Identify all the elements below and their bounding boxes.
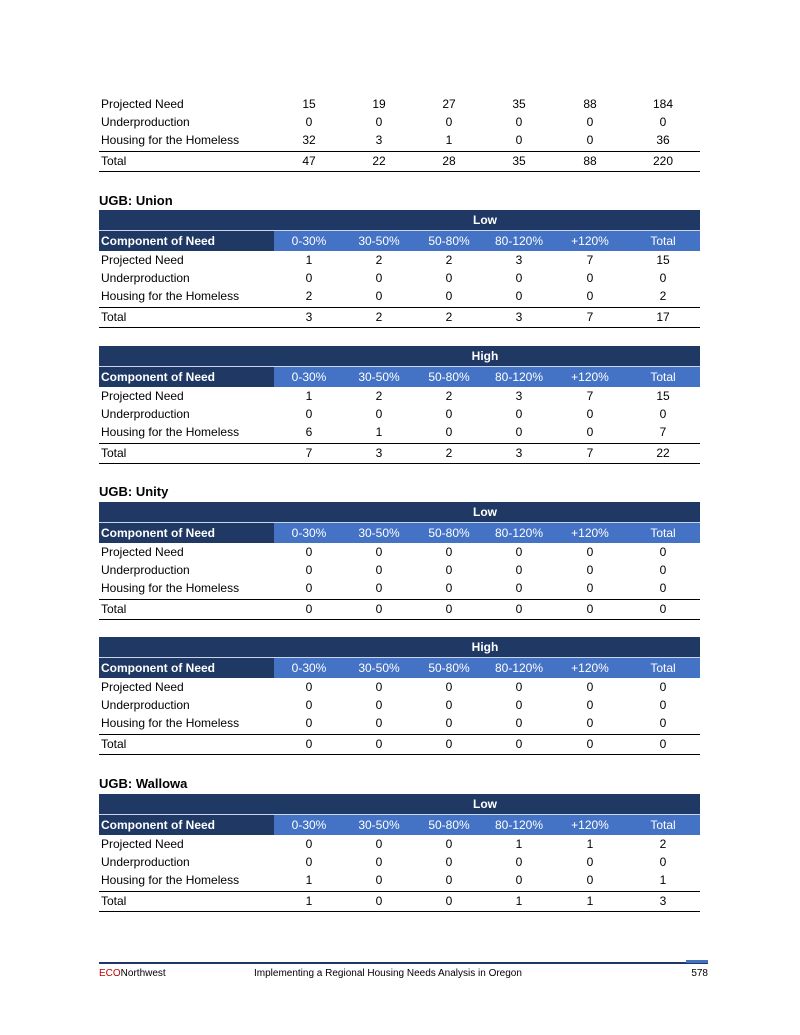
row-label: Underproduction [101,855,190,869]
cell: 3 [515,446,523,460]
cell: 2 [659,837,667,851]
cell: 0 [659,602,667,616]
cell: 7 [586,253,594,267]
cell: 0 [586,716,594,730]
cell: 0 [515,425,523,439]
cell: 0 [375,855,383,869]
cell: 35 [512,154,526,168]
cell: 15 [656,389,670,403]
cell: 7 [586,446,594,460]
cell: 0 [375,837,383,851]
table-row [99,423,700,441]
continuation-table [99,95,700,172]
cell: 0 [375,602,383,616]
cell: 184 [652,97,674,111]
cell: 0 [515,563,523,577]
cell: 1 [305,873,313,887]
table-row [99,405,700,423]
cell: 1 [515,837,523,851]
row-label: Total [101,154,127,168]
row-label: Projected Need [101,253,184,267]
cell: 7 [659,425,667,439]
cell: 0 [586,545,594,559]
total-row [99,443,700,464]
cell: 0 [375,581,383,595]
scenario-label: High [471,640,499,654]
column-header: Component of Need [99,367,274,387]
cell: 0 [445,894,453,908]
cell: 0 [586,407,594,421]
cell: 0 [305,271,313,285]
column-header: 30-50% [358,661,400,675]
cell: 15 [302,97,316,111]
section-title-wallowa: UGB: Wallowa [99,776,188,791]
cell: 0 [586,873,594,887]
table-row [99,579,700,597]
cell: 0 [375,680,383,694]
cell: 0 [305,602,313,616]
cell: 36 [656,133,670,147]
table-row [99,561,700,579]
scenario-band [99,637,700,657]
table-row [99,696,700,714]
column-header: Total [650,526,676,540]
row-label: Underproduction [101,698,190,712]
cell: 0 [375,894,383,908]
column-header: 0-30% [291,370,327,384]
cell: 2 [445,310,453,324]
cell: 0 [659,737,667,751]
row-label: Underproduction [101,563,190,577]
cell: 7 [586,310,594,324]
cell: 0 [515,873,523,887]
cell: 2 [659,289,667,303]
row-label: Housing for the Homeless [101,425,240,439]
cell: 0 [375,289,383,303]
cell: 35 [512,97,526,111]
row-label: Housing for the Homeless [101,716,240,730]
cell: 0 [445,680,453,694]
cell: 0 [305,737,313,751]
unity-low-table [99,502,700,620]
cell: 3 [305,310,313,324]
footer-accent [686,960,708,963]
cell: 0 [586,698,594,712]
column-header: 30-50% [358,526,400,540]
column-header: Component of Need [99,815,274,835]
cell: 0 [586,271,594,285]
table-row [99,853,700,871]
footer-document-title: Implementing a Regional Housing Needs Analysis in Oregon [254,968,522,979]
cell: 0 [375,737,383,751]
page-number: 578 [691,968,708,979]
wallowa-low-table [99,794,700,912]
cell: 3 [515,389,523,403]
row-label: Underproduction [101,407,190,421]
cell: 3 [515,310,523,324]
cell: 19 [372,97,386,111]
column-header: Total [650,818,676,832]
column-header: 50-80% [428,818,470,832]
table-row [99,387,700,405]
column-header: +120% [571,661,609,675]
cell: 2 [445,446,453,460]
cell: 0 [659,581,667,595]
cell: 0 [515,855,523,869]
column-header: 30-50% [358,234,400,248]
cell: 0 [659,716,667,730]
cell: 0 [445,602,453,616]
row-label: Projected Need [101,545,184,559]
cell: 1 [586,894,594,908]
cell: 0 [659,115,667,129]
cell: 0 [375,115,383,129]
table-row [99,287,700,305]
cell: 0 [375,563,383,577]
section-title-unity: UGB: Unity [99,484,169,499]
column-header: 30-50% [358,818,400,832]
cell: 0 [515,133,523,147]
cell: 1 [586,837,594,851]
cell: 0 [305,837,313,851]
column-header: 50-80% [428,234,470,248]
cell: 2 [305,289,313,303]
cell: 0 [586,133,594,147]
unity-high-table [99,637,700,755]
row-label: Total [101,737,127,751]
cell: 1 [375,425,383,439]
column-header: 80-120% [494,818,544,832]
column-header: Total [650,661,676,675]
cell: 0 [305,407,313,421]
cell: 0 [445,698,453,712]
cell: 0 [586,289,594,303]
column-header: Component of Need [99,231,274,251]
cell: 1 [305,894,313,908]
section-title-union: UGB: Union [99,193,173,208]
row-label: Total [101,310,127,324]
row-label: Underproduction [101,271,190,285]
column-header: Component of Need [99,523,274,543]
cell: 88 [583,154,597,168]
cell: 0 [515,737,523,751]
table-row [99,131,700,149]
cell: 0 [445,716,453,730]
table-row [99,835,700,853]
cell: 220 [652,154,674,168]
cell: 0 [375,716,383,730]
cell: 1 [515,894,523,908]
table-row [99,714,700,732]
cell: 7 [586,389,594,403]
column-header: 80-120% [494,661,544,675]
table-row [99,269,700,287]
cell: 0 [515,680,523,694]
cell: 0 [515,716,523,730]
cell: 88 [583,97,597,111]
cell: 0 [375,873,383,887]
column-header-row [99,366,700,387]
row-label: Housing for the Homeless [101,133,240,147]
column-header-row [99,657,700,678]
cell: 0 [305,698,313,712]
page-footer [99,962,708,979]
column-header: +120% [571,370,609,384]
row-label: Projected Need [101,389,184,403]
column-header: 50-80% [428,370,470,384]
row-label: Housing for the Homeless [101,289,240,303]
cell: 2 [375,253,383,267]
cell: 0 [515,602,523,616]
column-header: 80-120% [494,370,544,384]
cell: 0 [305,115,313,129]
cell: 0 [445,855,453,869]
scenario-band [99,210,700,230]
row-label: Housing for the Homeless [101,873,240,887]
column-header: 50-80% [428,661,470,675]
table-row [99,95,700,113]
cell: 2 [375,310,383,324]
table-row [99,678,700,696]
column-header: +120% [571,526,609,540]
table-row [99,871,700,889]
cell: 0 [445,837,453,851]
cell: 0 [586,581,594,595]
total-row [99,307,700,328]
cell: 22 [372,154,386,168]
cell: 3 [375,446,383,460]
cell: 0 [375,271,383,285]
cell: 7 [305,446,313,460]
cell: 0 [586,115,594,129]
row-label: Total [101,894,127,908]
column-header: +120% [571,234,609,248]
cell: 17 [656,310,670,324]
total-row [99,599,700,620]
cell: 0 [515,698,523,712]
cell: 2 [445,389,453,403]
column-header: 0-30% [291,526,327,540]
table-row [99,543,700,561]
row-label: Total [101,602,127,616]
footer-brand: ECONorthwest [99,968,166,979]
cell: 0 [445,407,453,421]
cell: 1 [659,873,667,887]
row-label: Underproduction [101,115,190,129]
cell: 0 [586,602,594,616]
row-label: Total [101,446,127,460]
cell: 0 [515,271,523,285]
total-row [99,734,700,755]
row-label: Projected Need [101,680,184,694]
cell: 0 [515,581,523,595]
total-row [99,891,700,912]
column-header: 0-30% [291,661,327,675]
cell: 0 [305,855,313,869]
cell: 0 [445,271,453,285]
scenario-label: Low [473,505,497,519]
cell: 0 [659,698,667,712]
column-header: 0-30% [291,234,327,248]
cell: 0 [305,545,313,559]
column-header-row [99,522,700,543]
column-header: 50-80% [428,526,470,540]
column-header: +120% [571,818,609,832]
column-header: 80-120% [494,234,544,248]
column-header: 0-30% [291,818,327,832]
cell: 1 [445,133,453,147]
cell: 0 [305,716,313,730]
cell: 32 [302,133,316,147]
scenario-label: High [471,349,499,363]
cell: 0 [586,855,594,869]
scenario-band [99,794,700,814]
cell: 28 [442,154,456,168]
cell: 0 [375,545,383,559]
cell: 0 [305,563,313,577]
total-row [99,151,700,172]
cell: 0 [445,563,453,577]
cell: 0 [659,855,667,869]
cell: 0 [515,115,523,129]
cell: 0 [375,407,383,421]
column-header: Total [650,370,676,384]
cell: 0 [659,563,667,577]
column-header-row [99,814,700,835]
scenario-band [99,502,700,522]
scenario-label: Low [473,213,497,227]
cell: 0 [659,271,667,285]
cell: 2 [375,389,383,403]
row-label: Housing for the Homeless [101,581,240,595]
cell: 1 [305,389,313,403]
cell: 0 [445,115,453,129]
column-header-row [99,230,700,251]
cell: 0 [586,425,594,439]
cell: 0 [515,289,523,303]
column-header: 80-120% [494,526,544,540]
cell: 27 [442,97,456,111]
union-high-table [99,346,700,464]
cell: 0 [515,545,523,559]
cell: 0 [445,289,453,303]
cell: 0 [445,425,453,439]
cell: 3 [659,894,667,908]
cell: 0 [445,581,453,595]
cell: 3 [515,253,523,267]
cell: 47 [302,154,316,168]
cell: 0 [445,545,453,559]
cell: 0 [586,680,594,694]
column-header: Total [650,234,676,248]
cell: 6 [305,425,313,439]
row-label: Projected Need [101,837,184,851]
column-header: Component of Need [99,658,274,678]
cell: 0 [659,545,667,559]
cell: 0 [515,407,523,421]
cell: 3 [375,133,383,147]
cell: 0 [586,737,594,751]
column-header: 30-50% [358,370,400,384]
cell: 0 [659,680,667,694]
cell: 0 [445,737,453,751]
table-row [99,113,700,131]
cell: 1 [305,253,313,267]
row-label: Projected Need [101,97,184,111]
union-low-table [99,210,700,328]
cell: 15 [656,253,670,267]
cell: 2 [445,253,453,267]
table-row [99,251,700,269]
cell: 0 [445,873,453,887]
cell: 0 [586,563,594,577]
cell: 22 [656,446,670,460]
cell: 0 [375,698,383,712]
cell: 0 [659,407,667,421]
cell: 0 [305,581,313,595]
cell: 0 [305,680,313,694]
scenario-label: Low [473,797,497,811]
scenario-band [99,346,700,366]
